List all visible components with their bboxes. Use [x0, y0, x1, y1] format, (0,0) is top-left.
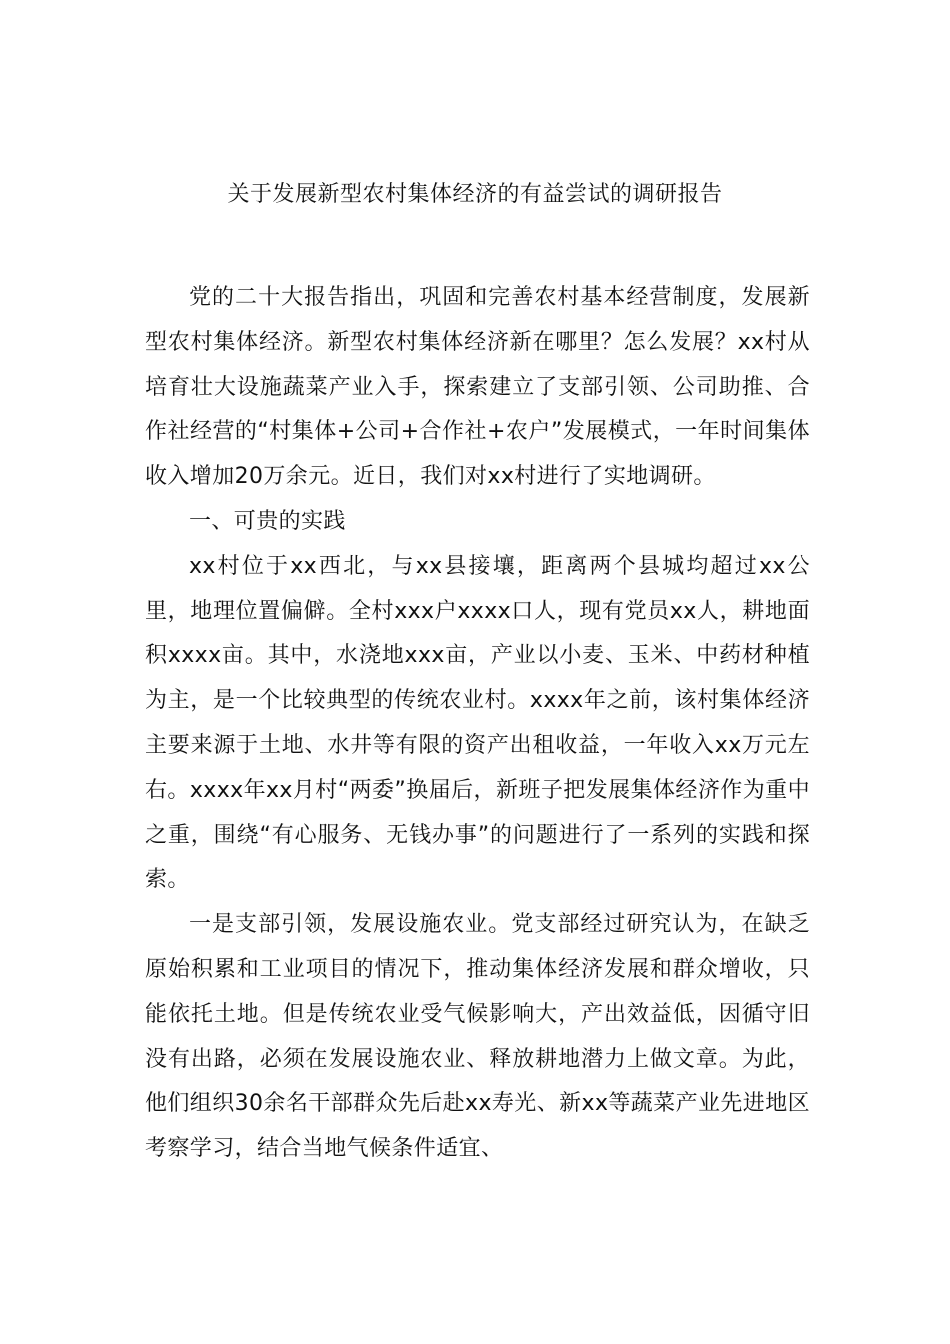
- paragraph-intro: 党的二十大报告指出，巩固和完善农村基本经营制度，发展新型农村集体经济。新型农村集体经济新在哪里？怎么发展？xx村从培育壮大设施蔬菜产业入手，探索建立了支部引领、公司助推、合作社经营的“村集体+公司+合作社+农户”发展模式，一年时间集体收入增加20万余元。近日，我们对xx村进行了实地调研。: [145, 285, 810, 490]
- paragraph-branch-leadership: 一是支部引领，发展设施农业。党支部经过研究认为，在缺乏原始积累和工业项目的情况下，推动集体经济发展和群众增收，只能依托土地。但是传统农业受气候影响大，产出效益低，因循守旧没有出路，必须在发展设施农业、释放耕地潜力上做文章。为此，他们组织30余名干部群众先后赴xx寿光、新xx等蔬菜产业先进地区考察学习，结合当地气候条件适宜、: [145, 912, 810, 1162]
- document-body: [145, 276, 810, 1172]
- section-heading: 一、可贵的实践: [189, 508, 346, 534]
- paragraph-village-overview: xx村位于xx西北，与xx县接壤，距离两个县城均超过xx公里，地理位置偏僻。全村xxx户xxxx口人，现有党员xx人，耕地面积xxxx亩。其中，水浇地xxx亩，产业以小麦、玉米、中药材种植为主，是一个比较典型的传统农业村。xxxx年之前，该村集体经济主要来源于土地、水井等有限的资产出租收益，一年收入xx万元左右。xxxx年xx月村“两委”换届后，新班子把发展集体经济作为重中之重，围绕“有心服务、无钱办事”的问题进行了一系列的实践和探索。: [145, 553, 810, 893]
- document-title: 关于发展新型农村集体经济的有益尝试的调研报告: [227, 182, 723, 207]
